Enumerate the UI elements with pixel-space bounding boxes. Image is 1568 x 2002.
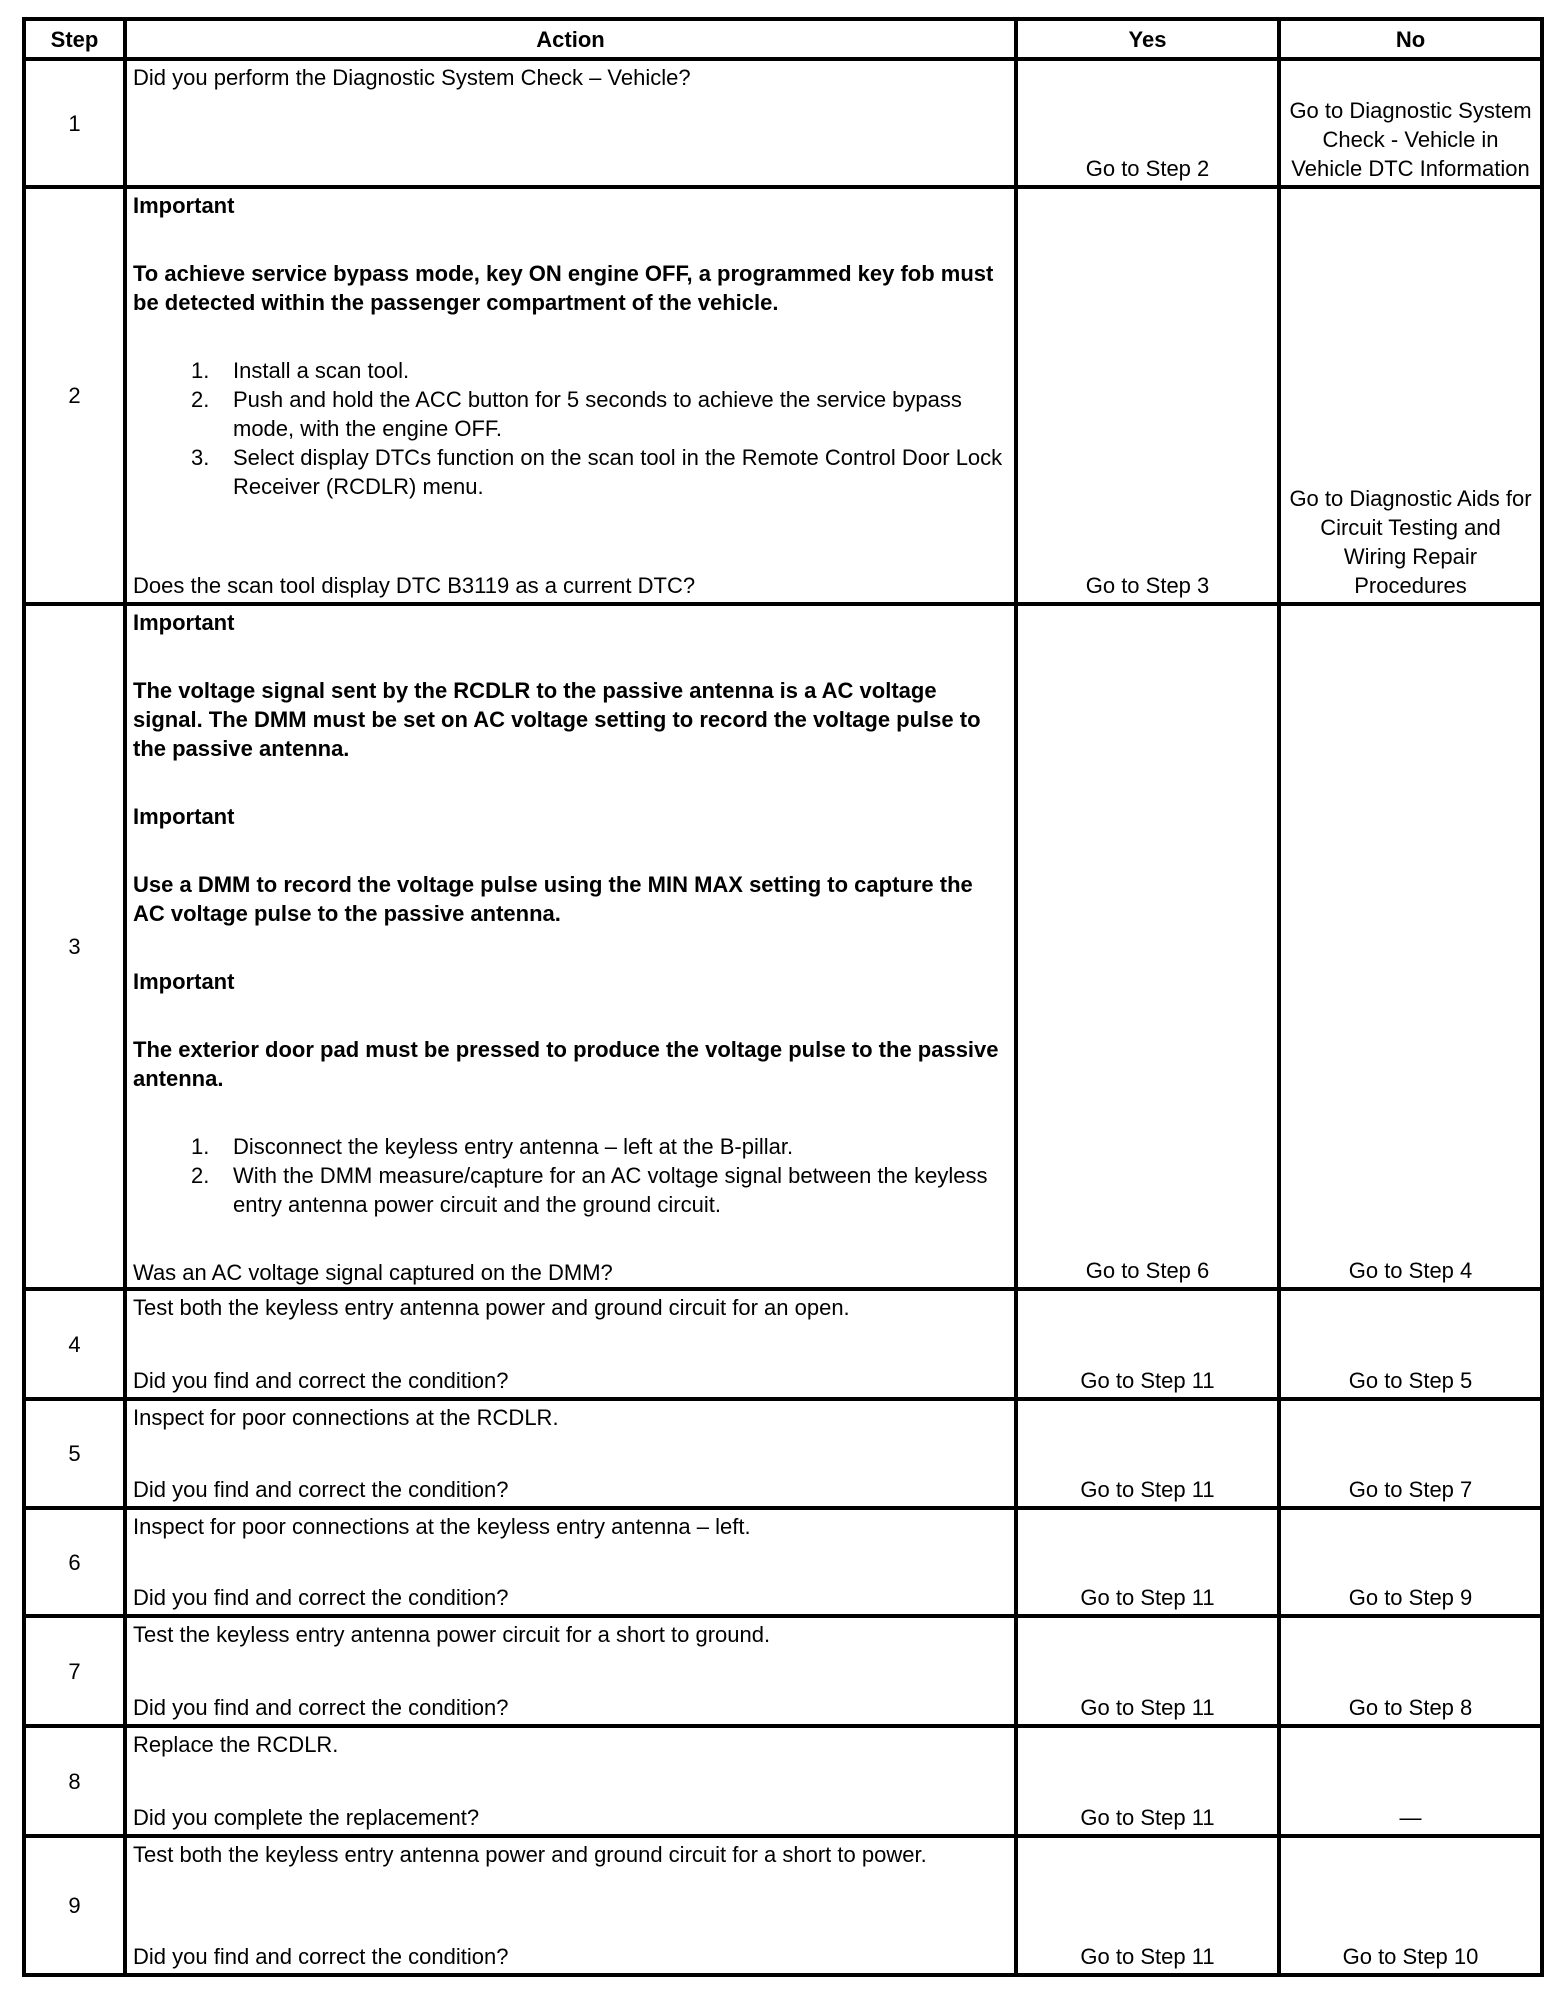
step-number: 9 <box>24 1836 125 1975</box>
action-text: Test both the keyless entry antenna power and ground circuit for a short to power. <box>133 1842 927 1867</box>
list-item <box>133 1132 1008 1161</box>
no-outcome: Go to Diagnostic System Check - Vehicle in Vehicle DTC Information <box>1279 59 1542 187</box>
no-outcome: — <box>1279 1726 1542 1836</box>
list-item-text: Disconnect the keyless entry antenna – left at the B-pillar. <box>233 1134 794 1159</box>
table-row <box>24 1726 1542 1836</box>
list-item-text: Install a scan tool. <box>233 358 410 383</box>
no-outcome: Go to Step 7 <box>1279 1399 1542 1508</box>
yes-outcome: Go to Step 11 <box>1016 1616 1279 1726</box>
action-question: Does the scan tool display DTC B3119 as a current DTC? <box>133 573 696 598</box>
action-content <box>133 63 1008 183</box>
no-outcome: Go to Step 5 <box>1279 1289 1542 1399</box>
action-text: Test the keyless entry antenna power circuit for a short to ground. <box>133 1622 771 1647</box>
action-question: Was an AC voltage signal captured on the DMM? <box>133 1260 613 1285</box>
action-question: Did you find and correct the condition? <box>133 1368 509 1393</box>
action-question: Did you find and correct the condition? <box>133 1944 509 1969</box>
list-number <box>133 385 233 443</box>
list-number-text: 3. <box>191 445 210 470</box>
yes-outcome: Go to Step 2 <box>1016 59 1279 187</box>
action-content <box>133 1730 1008 1832</box>
table-row <box>24 1289 1542 1399</box>
list-item <box>133 385 1008 443</box>
table-row <box>24 187 1542 604</box>
action-text: Test both the keyless entry antenna power and ground circuit for an open. <box>133 1295 850 1320</box>
table-row <box>24 1508 1542 1616</box>
action-cell <box>125 59 1016 187</box>
table-row <box>24 604 1542 1289</box>
list-number <box>133 356 233 385</box>
action-question: Did you complete the replacement? <box>133 1805 480 1830</box>
instruction-list <box>133 356 1008 501</box>
important-note: The voltage signal sent by the RCDLR to the passive antenna is a AC voltage signal. The DMM must be set on AC voltage setting to record the voltage pulse to the passive antenna. <box>133 678 981 761</box>
table-row <box>24 1399 1542 1508</box>
step-number: 4 <box>24 1289 125 1399</box>
action-text: Did you perform the Diagnostic System Check – Vehicle? <box>133 65 691 90</box>
list-item-text: Push and hold the ACC button for 5 seconds to achieve the service bypass mode, with the engine OFF. <box>233 387 962 441</box>
important-note: Important <box>133 193 235 218</box>
action-content <box>133 608 1008 1285</box>
action-content <box>133 1293 1008 1395</box>
table-row <box>24 1616 1542 1726</box>
header-no: No <box>1279 19 1542 59</box>
step-number: 1 <box>24 59 125 187</box>
list-number <box>133 443 233 501</box>
no-outcome: Go to Step 10 <box>1279 1836 1542 1975</box>
diagnostic-table <box>22 17 1544 1977</box>
action-cell <box>125 1836 1016 1975</box>
header-row <box>24 19 1542 59</box>
yes-outcome: Go to Step 11 <box>1016 1726 1279 1836</box>
step-number: 2 <box>24 187 125 604</box>
step-number: 7 <box>24 1616 125 1726</box>
action-content <box>133 1840 1008 1971</box>
list-number-text: 2. <box>191 1163 210 1188</box>
important-note: Important <box>133 804 235 829</box>
yes-outcome: Go to Step 6 <box>1016 604 1279 1289</box>
action-content <box>133 1403 1008 1504</box>
header-step: Step <box>24 19 125 59</box>
action-text: Replace the RCDLR. <box>133 1732 339 1757</box>
action-cell <box>125 604 1016 1289</box>
important-note: Important <box>133 610 235 635</box>
header-yes: Yes <box>1016 19 1279 59</box>
list-item <box>133 1161 1008 1219</box>
action-cell <box>125 187 1016 604</box>
list-item-text: With the DMM measure/capture for an AC voltage signal between the keyless entry antenna power circuit and the ground circuit. <box>233 1163 988 1217</box>
action-question: Did you find and correct the condition? <box>133 1585 509 1610</box>
action-cell <box>125 1289 1016 1399</box>
action-cell <box>125 1399 1016 1508</box>
list-number-text: 1. <box>191 358 210 383</box>
no-outcome: Go to Step 9 <box>1279 1508 1542 1616</box>
action-cell <box>125 1616 1016 1726</box>
list-number-text: 1. <box>191 1134 210 1159</box>
action-content <box>133 1512 1008 1612</box>
action-cell <box>125 1508 1016 1616</box>
important-note: Important <box>133 969 235 994</box>
list-number <box>133 1161 233 1219</box>
action-content <box>133 1620 1008 1722</box>
table-row <box>24 59 1542 187</box>
header-action: Action <box>125 19 1016 59</box>
list-number-text: 2. <box>191 387 210 412</box>
important-note: The exterior door pad must be pressed to produce the voltage pulse to the passive antenna. <box>133 1037 999 1091</box>
important-note: Use a DMM to record the voltage pulse using the MIN MAX setting to capture the AC voltage pulse to the passive antenna. <box>133 872 973 926</box>
step-number: 5 <box>24 1399 125 1508</box>
action-content <box>133 191 1008 600</box>
yes-outcome: Go to Step 11 <box>1016 1289 1279 1399</box>
step-number: 3 <box>24 604 125 1289</box>
instruction-list <box>133 1132 1008 1219</box>
list-item-text: Select display DTCs function on the scan tool in the Remote Control Door Lock Receiver (RCDLR) menu. <box>233 445 1003 499</box>
list-number <box>133 1132 233 1161</box>
action-question: Did you find and correct the condition? <box>133 1477 509 1502</box>
no-outcome: Go to Step 4 <box>1279 604 1542 1289</box>
list-item <box>133 356 1008 385</box>
action-text: Inspect for poor connections at the keyless entry antenna – left. <box>133 1514 751 1539</box>
no-outcome: Go to Diagnostic Aids for Circuit Testing and Wiring Repair Procedures <box>1279 187 1542 604</box>
no-outcome: Go to Step 8 <box>1279 1616 1542 1726</box>
important-note: To achieve service bypass mode, key ON engine OFF, a programmed key fob must be detected within the passenger compartment of the vehicle. <box>133 261 994 315</box>
action-cell <box>125 1726 1016 1836</box>
yes-outcome: Go to Step 11 <box>1016 1836 1279 1975</box>
yes-outcome: Go to Step 11 <box>1016 1508 1279 1616</box>
yes-outcome: Go to Step 11 <box>1016 1399 1279 1508</box>
yes-outcome: Go to Step 3 <box>1016 187 1279 604</box>
step-number: 6 <box>24 1508 125 1616</box>
table-row <box>24 1836 1542 1975</box>
list-item <box>133 443 1008 501</box>
step-number: 8 <box>24 1726 125 1836</box>
action-question: Did you find and correct the condition? <box>133 1695 509 1720</box>
action-text: Inspect for poor connections at the RCDLR. <box>133 1405 559 1430</box>
